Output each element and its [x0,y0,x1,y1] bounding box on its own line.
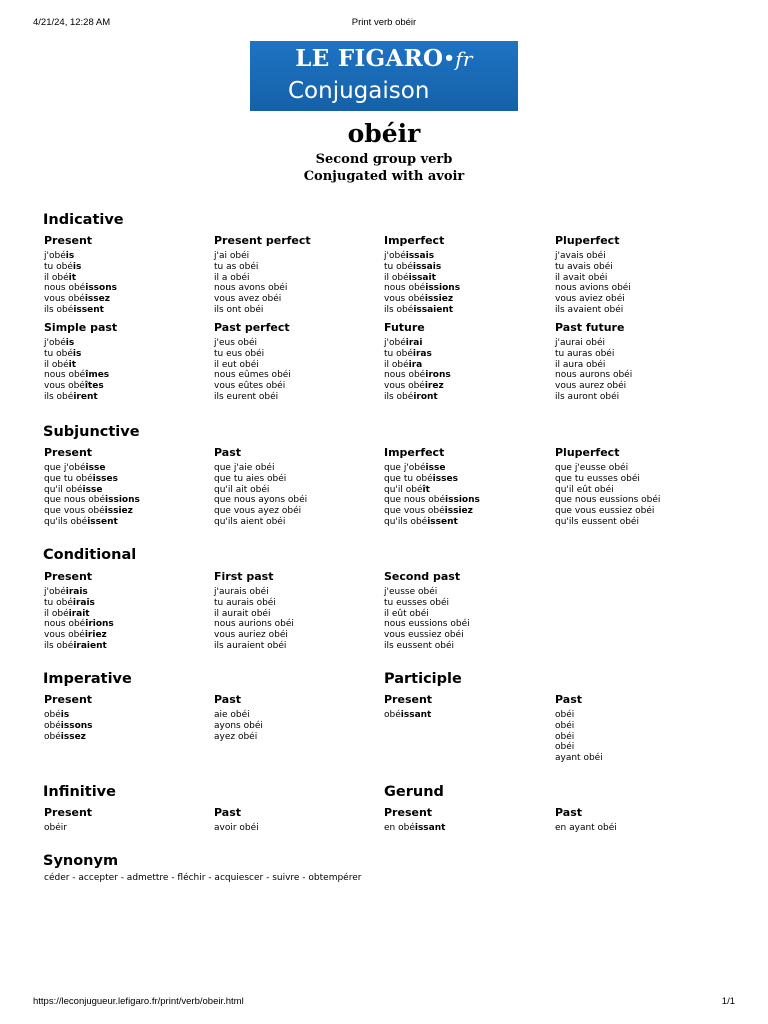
conjugation-line: qu'il ait obéi [214,484,270,495]
conjugation-line: nous obéîmes [44,370,110,381]
conjugation-line: que tu eusses obéi [555,473,640,484]
conjugation-line: il obéit [44,359,77,370]
conjugation-line: tu aurais obéi [214,597,276,608]
tense-block [555,693,715,764]
tense-block [44,570,204,652]
conjugation-line: j'obéirai [384,338,423,348]
conjugation-line: il obéissait [384,272,436,283]
conjugation-line: j'obéis [44,251,75,261]
conjugation-line: il avait obéi [555,272,608,283]
conjugation-line: ils ont obéi [214,304,264,315]
conjugation-forms [384,338,544,403]
tense-name: Pluperfect [555,234,620,247]
conjugation-line: que j'aie obéi [214,463,275,473]
conjugation-line: ayant obéi [555,753,603,764]
conjugation-line: obéir [44,823,67,833]
conjugation-line: vous avez obéi [214,294,282,305]
conjugation-line: ils eurent obéi [214,391,279,402]
conjugation-line: j'aurais obéi [214,587,269,597]
tense-block [384,234,544,316]
conjugation-line: vous aurez obéi [555,381,627,392]
conjugation-forms [555,251,715,316]
conjugation-line: vous obéissez [44,294,110,305]
conjugation-forms [555,338,715,403]
conjugation-line: il aura obéi [555,359,606,370]
conjugation-line: nous eûmes obéi [214,370,291,381]
conjugation-line: que nous eussions obéi [555,495,661,506]
conjugation-line: vous eûtes obéi [214,381,286,392]
conjugation-line: tu avais obéi [555,261,613,272]
conjugation-line: nous avions obéi [555,283,631,294]
tense-block [555,234,715,316]
tense-block [44,693,204,742]
conjugation-line: vous obéiriez [44,630,107,641]
tense-name: Imperfect [384,234,445,247]
conjugation-line: avoir obéi [214,823,259,833]
conjugation-line: ils obéissent [44,304,104,315]
conjugation-line: ayez obéi [214,731,258,742]
conjugation-line: que nous obéissions [384,495,480,506]
conjugation-forms [44,251,204,316]
tense-name: First past [214,570,274,583]
conjugation-line: tu obéis [44,261,82,272]
conjugation-line: aie obéi [214,710,250,720]
conjugation-line: ils obéiraient [44,640,107,651]
conjugation-line: tu eus obéi [214,348,265,359]
tense-name: Future [384,321,425,334]
section-title-conditional: Conditional [43,547,137,563]
tense-block [555,321,715,403]
conjugation-forms [44,463,204,528]
tense-block [555,446,715,528]
conjugation-line: que j'obéisse [384,463,446,473]
tense-block [384,570,544,652]
tense-block [384,446,544,528]
conjugation-forms [44,587,204,652]
conjugation-line: ayons obéi [214,720,263,731]
conjugation-line: que vous ayez obéi [214,506,302,517]
page-count: 1/1 [721,996,735,1007]
tense-name: Present [384,806,433,819]
tense-name: Present [384,693,433,706]
conjugation-line: ils auraient obéi [214,640,287,651]
conjugation-forms [214,338,374,403]
conjugation-forms [214,710,374,742]
conjugation-line: qu'il obéît [384,484,430,495]
conjugation-line: vous obéîtes [44,381,104,392]
tense-block [214,446,374,528]
conjugation-line: nous obéissons [44,283,117,294]
tense-name: Past future [555,321,625,334]
conjugation-forms [555,823,715,834]
conjugation-line: ils obéissaient [384,304,454,315]
tense-block [44,446,204,528]
section-title-synonym: Synonym [43,853,119,869]
tense-name: Present [44,693,93,706]
conjugation-line: tu as obéi [214,261,259,272]
conjugation-forms [214,823,374,834]
conjugation-line: il a obéi [214,272,250,283]
print-header [33,17,735,31]
tense-name: Present [44,806,93,819]
conjugation-forms [384,710,544,721]
print-date: 4/21/24, 12:28 AM [33,17,111,28]
conjugation-line: obéi [555,720,575,731]
conjugation-line: ils obéiront [384,391,438,402]
conjugation-line: qu'ils obéissent [44,516,118,527]
conjugation-line: que nous ayons obéi [214,495,308,506]
tense-name: Past [214,446,241,459]
conjugation-line: tu obéissais [384,261,442,272]
section-title-subjunctive: Subjunctive [43,424,140,440]
conjugation-line: obéis [44,710,70,720]
tense-name: Simple past [44,321,118,334]
conjugation-line: nous aurons obéi [555,370,633,381]
conjugation-line: j'obéissais [384,251,435,261]
conjugation-line: tu eusses obéi [384,597,450,608]
conjugation-line: nous obéirons [384,370,451,381]
tense-block [214,570,374,652]
conjugation-line: tu auras obéi [555,348,615,359]
conjugation-line: obéissez [44,731,86,742]
conjugation-line: vous aviez obéi [555,294,625,305]
verb-title: obéir [347,119,421,148]
conjugation-line: qu'ils eussent obéi [555,516,639,527]
conjugation-forms [214,251,374,316]
tense-name: Past [555,693,582,706]
section-title-indicative: Indicative [43,212,124,228]
conjugation-line: vous auriez obéi [214,630,288,641]
tense-name: Present perfect [214,234,311,247]
conjugation-line: tu obéiras [384,348,432,359]
print-title: Print verb obéir [351,17,417,28]
tense-name: Present [44,570,93,583]
conjugation-line: que vous eussiez obéi [555,506,655,517]
conjugation-line: vous obéirez [384,381,444,392]
verb-auxiliary: Conjugated with avoir [303,169,465,184]
conjugation-line: il obéirait [44,608,90,619]
conjugation-forms [44,823,204,834]
conjugation-forms [384,251,544,316]
conjugation-line: que tu obéisses [384,473,458,484]
conjugation-line: ils avaient obéi [555,304,624,315]
conjugation-forms [555,710,715,764]
conjugation-line: j'aurai obéi [555,338,606,348]
conjugation-line: ils obéirent [44,391,98,402]
tense-block [214,321,374,403]
conjugation-forms [384,587,544,652]
print-footer [33,996,735,1010]
conjugation-line: il eût obéi [384,608,429,619]
conjugation-forms [384,463,544,528]
tense-block [384,806,544,834]
section-title-participle: Participle [384,671,462,687]
conjugation-forms [214,587,374,652]
conjugation-line: qu'ils aient obéi [214,516,286,527]
print-url: https://leconjugueur.lefigaro.fr/print/verb/obeir.html [33,996,244,1007]
conjugation-line: il aurait obéi [214,608,271,619]
verb-group: Second group verb [315,152,453,167]
tense-name: Past perfect [214,321,290,334]
conjugation-line: vous eussiez obéi [384,630,464,641]
conjugation-line: ils auront obéi [555,391,620,402]
conjugation-line: en obéissant [384,823,446,833]
conjugation-line: j'eusse obéi [384,587,438,597]
conjugation-line: que tu obéisses [44,473,118,484]
conjugation-line: obéissant [384,710,432,720]
conjugation-line: j'obéirais [44,587,88,597]
tense-block [214,693,374,742]
conjugation-line: que j'eusse obéi [555,463,629,473]
tense-block [214,806,374,834]
conjugation-line: nous avons obéi [214,283,288,294]
conjugation-line: nous obéissions [384,283,461,294]
conjugation-line: qu'ils obéissent [384,516,458,527]
conjugation-line: ils eussent obéi [384,640,455,651]
conjugation-forms [555,463,715,528]
conjugation-line: obéissons [44,720,93,731]
conjugation-line: que vous obéissiez [44,506,133,517]
le-figaro-conjugaison-logo[interactable] [250,41,518,111]
conjugation-line: nous aurions obéi [214,619,294,630]
tense-name: Past [555,806,582,819]
tense-block [384,693,544,721]
logo-subtitle: Conjugaison [288,78,430,104]
conjugation-line: vous obéissiez [384,294,454,305]
conjugation-line: j'avais obéi [555,251,606,261]
conjugation-line: que tu aies obéi [214,473,287,484]
conjugation-line: en ayant obéi [555,823,617,833]
conjugation-line: que j'obéisse [44,463,106,473]
tense-block [44,234,204,316]
conjugation-line: que vous obéissiez [384,506,473,517]
conjugation-line: nous eussions obéi [384,619,470,630]
conjugation-forms [44,710,204,742]
conjugation-line: j'eus obéi [214,338,258,348]
tense-name: Present [44,234,93,247]
section-title-gerund: Gerund [384,784,444,800]
conjugation-line: qu'il eût obéi [555,484,614,495]
conjugation-line: qu'il obéisse [44,484,103,495]
conjugation-line: j'obéis [44,338,75,348]
conjugation-line: il obéit [44,272,77,283]
synonym-list: céder - accepter - admettre - fléchir - acquiescer - suivre - obtempérer [44,873,362,883]
tense-name: Second past [384,570,461,583]
conjugation-line: il eut obéi [214,359,259,370]
conjugation-line: tu obéis [44,348,82,359]
conjugation-line: obéi [555,731,575,742]
conjugation-line: tu obéirais [44,597,95,608]
tense-name: Pluperfect [555,446,620,459]
tense-name: Past [214,693,241,706]
conjugation-forms [44,338,204,403]
tense-block [214,234,374,316]
conjugation-line: obéi [555,710,575,720]
conjugation-line: obéi [555,742,575,753]
tense-block [384,321,544,403]
tense-name: Imperfect [384,446,445,459]
conjugation-line: que nous obéissions [44,495,140,506]
conjugation-forms [384,823,544,834]
tense-name: Past [214,806,241,819]
tense-block [555,806,715,834]
tense-name: Present [44,446,93,459]
conjugation-forms [214,463,374,528]
tense-block [44,806,204,834]
conjugation-line: nous obéirions [44,619,114,630]
conjugation-line: il obéira [384,359,423,370]
section-title-imperative: Imperative [43,671,132,687]
section-title-infinitive: Infinitive [43,784,116,800]
conjugation-line: j'ai obéi [214,251,250,261]
tense-block [44,321,204,403]
logo-brand: LE FIGARO•fr [295,45,473,72]
